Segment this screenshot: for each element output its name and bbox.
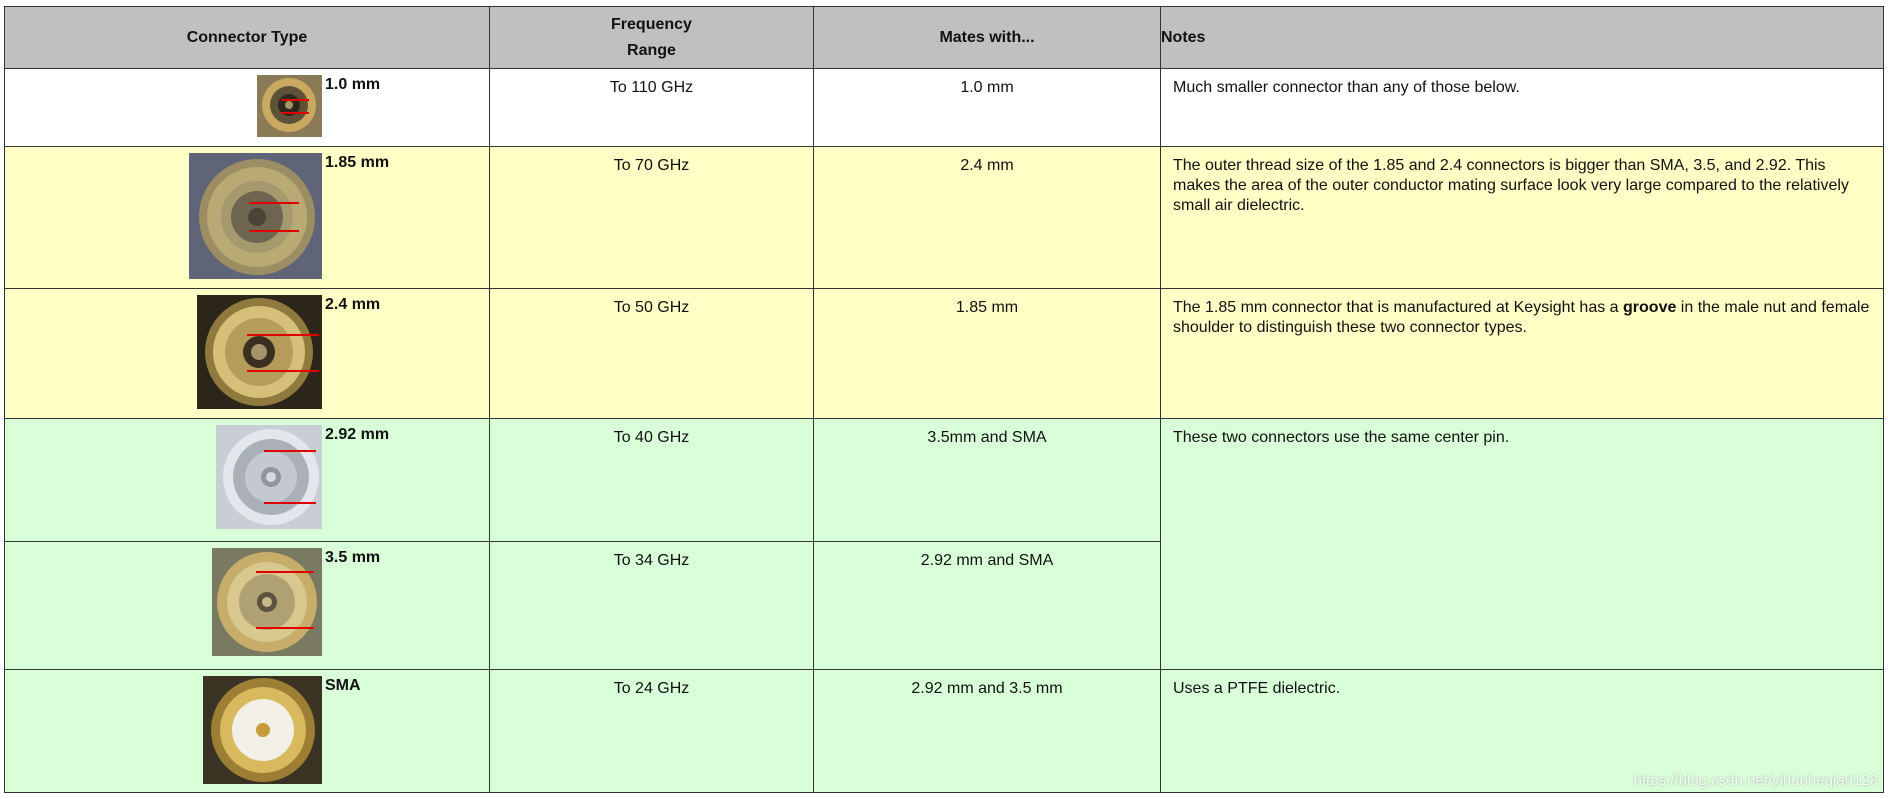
connector-1-85mm-photo (189, 153, 322, 279)
connector-type-label: 2.92 mm (325, 426, 390, 443)
notes-cell (1161, 147, 1884, 289)
mates-cell (814, 69, 1161, 147)
connector-type-label: 1.0 mm (325, 76, 381, 93)
header-frequency-line2: Range (627, 41, 676, 59)
connector-1-0mm-photo (257, 75, 322, 137)
frequency-value: To 24 GHz (613, 680, 690, 697)
connector-type-label: SMA (325, 677, 361, 694)
mates-value: 1.0 mm (960, 79, 1014, 96)
frequency-cell (490, 542, 814, 670)
notes-cell (1161, 419, 1884, 670)
type-cell (5, 69, 490, 147)
notes-text (1161, 289, 1883, 338)
mates-cell (814, 147, 1161, 289)
mates-cell (814, 670, 1161, 793)
table-row (5, 69, 1884, 147)
mates-value: 2.4 mm (960, 157, 1014, 174)
mates-value: 3.5mm and SMA (927, 429, 1047, 446)
connector-2-92mm-photo (216, 425, 322, 529)
type-cell (5, 542, 490, 670)
mates-value: 1.85 mm (955, 299, 1019, 316)
mates-cell (814, 289, 1161, 419)
mates-cell (814, 419, 1161, 542)
header-frequency-range (490, 7, 814, 69)
connector-table (4, 6, 1884, 793)
notes-text-part: The 1.85 mm connector that is manufactured at Keysight has a (1173, 299, 1624, 316)
header-notes: Notes (1161, 7, 1884, 69)
connector-2-4mm-photo (197, 295, 322, 409)
connector-3-5mm-photo (212, 548, 322, 656)
type-cell (5, 670, 490, 793)
frequency-value: To 110 GHz (609, 79, 694, 96)
notes-cell (1161, 289, 1884, 419)
table-header-row (5, 7, 1884, 69)
connector-type-label: 1.85 mm (325, 154, 390, 171)
notes-text: Much smaller connector than any of those below. (1173, 79, 1520, 96)
notes-cell (1161, 69, 1884, 147)
frequency-cell (490, 147, 814, 289)
type-cell (5, 147, 490, 289)
table-row (5, 147, 1884, 289)
connector-type-label: 3.5 mm (325, 549, 381, 566)
mates-value: 2.92 mm and 3.5 mm (911, 680, 1063, 697)
frequency-cell (490, 69, 814, 147)
frequency-value: To 40 GHz (613, 429, 690, 446)
connector-sma-photo (203, 676, 322, 784)
notes-text: Uses a PTFE dielectric. (1173, 680, 1341, 697)
connector-type-label: 2.4 mm (325, 296, 381, 313)
mates-cell (814, 542, 1161, 670)
notes-text: These two connectors use the same center pin. (1173, 429, 1510, 446)
mates-value: 2.92 mm and SMA (920, 552, 1054, 569)
table-row (5, 419, 1884, 542)
header-mates-with: Mates with... (814, 7, 1161, 69)
notes-text: The outer thread size of the 1.85 and 2.4 connectors is bigger than SMA, 3.5, and 2.92. This makes the area of the outer conductor mating surface look very large compared to the relatively small air dielectric. (1173, 157, 1849, 214)
frequency-value: To 34 GHz (613, 552, 690, 569)
header-connector-type: Connector Type (5, 7, 490, 69)
frequency-cell (490, 419, 814, 542)
frequency-cell (490, 670, 814, 793)
frequency-cell (490, 289, 814, 419)
notes-text-part: in the male nut and female shoulder to distinguish these two connector types. (1173, 299, 1870, 336)
notes-bold-term: groove (1623, 299, 1677, 316)
header-frequency-line1: Frequency (611, 15, 692, 33)
table-row (5, 670, 1884, 793)
table-row (5, 289, 1884, 419)
type-cell (5, 419, 490, 542)
frequency-value: To 50 GHz (613, 299, 690, 316)
type-cell (5, 289, 490, 419)
watermark: https://blog.csdn.net/yihuoheqian123 (1633, 772, 1878, 789)
frequency-value: To 70 GHz (613, 157, 690, 174)
